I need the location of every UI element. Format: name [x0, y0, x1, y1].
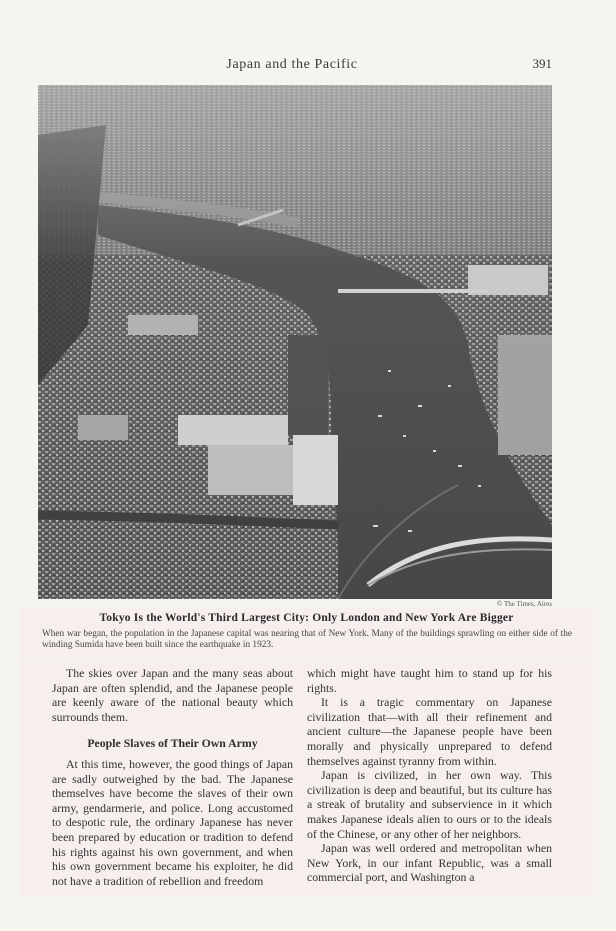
caption-box [20, 608, 593, 658]
paragraph: which might have taught him to stand up for his rights. [307, 666, 552, 695]
photo-credit: © The Times, Aires [497, 600, 552, 608]
paragraph: The skies over Japan and the many seas about Japan are often splendid, and the Japanese people are keenly aware of the national beauty which surrounds them. [52, 666, 293, 724]
left-column [52, 666, 293, 888]
page-number: 391 [532, 56, 552, 71]
aerial-photo-tokyo [38, 85, 552, 599]
running-title: Japan and the Pacific [226, 57, 358, 72]
section-heading: People Slaves of Their Own Army [87, 736, 258, 751]
caption-title: Tokyo Is the World's Third Largest City: Only London and New York Are Bigger [99, 612, 514, 624]
paragraph: At this time, however, the good things of Japan are sadly outweighed by the bad. The Japanese themselves have become the slaves of their own army, gendarmerie, and police. Long accustomed to despotic rule, the ordinary Japanese has never been prepared by education or tradition to defend his rights against his own government, and when his own government became his exploiter, he did not have a tradition of rebellion and freedom [52, 756, 293, 888]
running-head [0, 55, 616, 77]
caption-body: When war began, the population in the Japanese capital was nearing that of New York. Many of the buildings sprawling on either side of the winding Sumida have been built since the earthquake in 1923. [42, 629, 572, 650]
aerial-photo-drawing [38, 85, 552, 599]
paragraph: Japan was well ordered and metropolitan when New York, in our infant Republic, was a small commercial port, and Washington a [307, 841, 552, 885]
paragraph: Japan is civilized, in her own way. This civilization is deep and beautiful, but its culture has a streak of brutality and subservience in it which makes Japanese ideals alien to ours or to the ideals of the Chinese, or any other of her neighbors. [307, 768, 552, 841]
article-body [20, 660, 593, 896]
paragraph: It is a tragic commentary on Japanese civilization that—with all their refinement and ancient culture—the Japanese people have been morally and physically unprepared to defend themselves against tyranny from within. [307, 695, 552, 768]
right-column [307, 666, 552, 885]
